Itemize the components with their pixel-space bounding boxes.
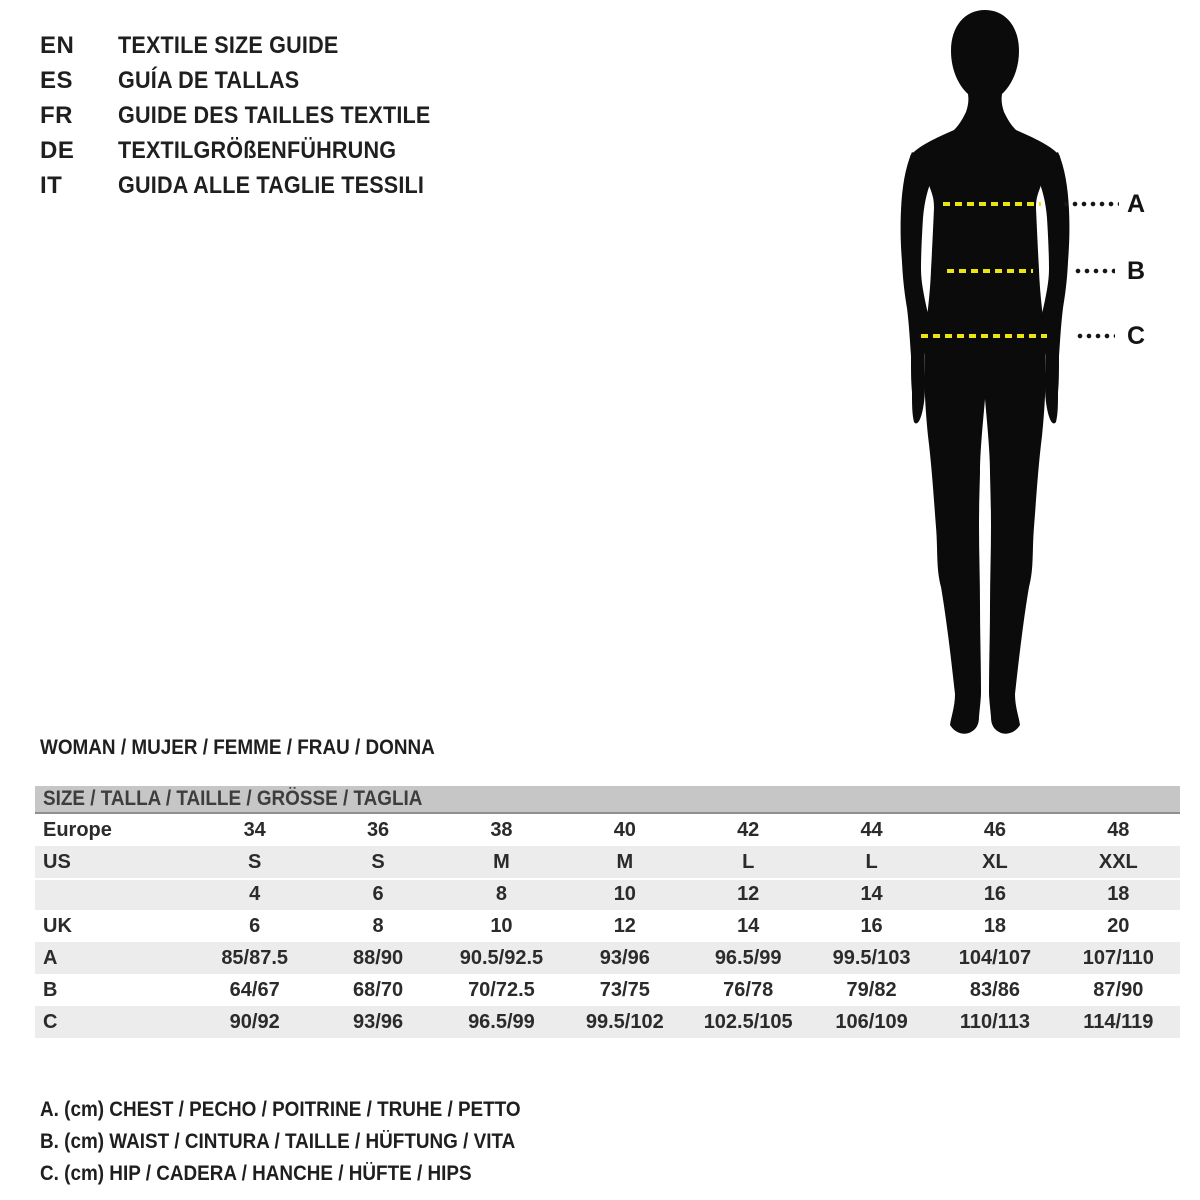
- size-cell: 90.5/92.5: [459, 946, 544, 969]
- size-cell: 44: [860, 818, 883, 841]
- size-cell: S: [248, 850, 262, 873]
- legend-item-text: B. (cm) WAIST / CINTURA / TAILLE / HÜFTUNG / VITA: [40, 1130, 516, 1153]
- size-cell: 93/96: [353, 1010, 404, 1033]
- size-cell: XL: [982, 850, 1008, 873]
- size-cell: 64/67: [229, 978, 280, 1001]
- row-label: A: [43, 946, 58, 969]
- language-title: GUIDE DES TAILLES TEXTILE: [118, 101, 431, 129]
- measure-label: B: [1127, 257, 1146, 285]
- size-cell: 102.5/105: [703, 1010, 793, 1033]
- size-cell: 96.5/99: [468, 1010, 535, 1033]
- size-cell: S: [371, 850, 385, 873]
- legend-item-text: A. (cm) CHEST / PECHO / POITRINE / TRUHE / PETTO: [40, 1098, 521, 1121]
- measure-label: A: [1127, 190, 1146, 218]
- size-cell: 93/96: [599, 946, 650, 969]
- table-row: [35, 846, 1180, 878]
- section-title-text: WOMAN / MUJER / FEMME / FRAU / DONNA: [40, 736, 435, 759]
- size-cell: 6: [249, 914, 261, 937]
- size-cell: 18: [1107, 882, 1130, 905]
- size-cell: 73/75: [599, 978, 650, 1001]
- size-cell: 4: [249, 882, 261, 905]
- size-cell: 87/90: [1093, 978, 1144, 1001]
- size-cell: 16: [860, 914, 883, 937]
- measure-dots-black: [1077, 333, 1115, 339]
- size-table-header: [35, 786, 1180, 814]
- size-cell: M: [493, 850, 510, 873]
- size-cell: 99.5/102: [585, 1010, 664, 1033]
- size-cell: 16: [983, 882, 1007, 905]
- language-title: GUÍA DE TALLAS: [118, 66, 300, 94]
- size-cell: 12: [737, 882, 760, 905]
- language-code: EN: [40, 31, 75, 59]
- table-row: [35, 878, 1180, 910]
- row-label: B: [43, 978, 58, 1001]
- size-cell: 42: [737, 818, 760, 841]
- language-title: TEXTILE SIZE GUIDE: [118, 31, 339, 59]
- size-cell: 38: [490, 818, 513, 841]
- size-cell: 46: [983, 818, 1007, 841]
- size-cell: 106/109: [835, 1010, 908, 1033]
- language-title: GUIDA ALLE TAGLIE TESSILI: [118, 171, 425, 199]
- row-label: Europe: [43, 818, 112, 841]
- row-label: US: [43, 850, 71, 873]
- table-row: [35, 974, 1180, 1006]
- silhouette-body: [910, 10, 1060, 734]
- size-cell: 107/110: [1082, 946, 1154, 969]
- woman-silhouette: [888, 6, 1088, 738]
- measure-dots-black: [1063, 201, 1119, 207]
- size-cell: 83/86: [969, 978, 1020, 1001]
- measure-dots-black: [1075, 268, 1115, 274]
- measurement-legend: [40, 1094, 574, 1190]
- measure-dash-yellow: [947, 269, 1033, 273]
- size-cell: 76/78: [723, 978, 774, 1001]
- size-cell: L: [742, 850, 755, 873]
- size-cell: 110/113: [959, 1010, 1030, 1033]
- table-row: [35, 814, 1180, 846]
- size-cell: 8: [495, 882, 507, 905]
- legend-item: [40, 1126, 574, 1158]
- size-cell: 79/82: [846, 978, 897, 1001]
- size-cell: 96.5/99: [714, 946, 782, 969]
- legend-item: [40, 1158, 574, 1190]
- size-cell: 85/87.5: [221, 946, 289, 969]
- language-code: DE: [40, 136, 75, 164]
- row-label: UK: [43, 914, 72, 937]
- language-code: IT: [40, 171, 63, 199]
- size-cell: 99.5/103: [832, 946, 911, 969]
- language-code: ES: [40, 66, 74, 94]
- size-cell: 6: [372, 882, 384, 905]
- table-row: [35, 1006, 1180, 1038]
- size-cell: 68/70: [353, 978, 404, 1001]
- legend-item-text: C. (cm) HIP / CADERA / HANCHE / HÜFTE / HIPS: [40, 1162, 472, 1185]
- measure-dash-yellow: [921, 334, 1047, 338]
- size-cell: 14: [737, 914, 760, 937]
- size-cell: 14: [860, 882, 883, 905]
- size-cell: L: [865, 850, 878, 873]
- size-cell: 36: [366, 818, 390, 841]
- language-code: FR: [40, 101, 73, 129]
- size-cell: 20: [1107, 914, 1130, 937]
- measure-dash-yellow: [943, 202, 1041, 206]
- table-row: [35, 910, 1180, 942]
- size-table: [35, 786, 1180, 1038]
- size-cell: 114/119: [1083, 1010, 1154, 1033]
- size-cell: 34: [243, 818, 266, 841]
- size-cell: XXL: [1098, 850, 1138, 873]
- size-cell: 18: [983, 914, 1007, 937]
- legend-item: [40, 1094, 574, 1126]
- size-cell: 104/107: [958, 946, 1032, 969]
- size-cell: 48: [1107, 818, 1130, 841]
- size-cell: 40: [613, 818, 636, 841]
- size-cell: 70/72.5: [468, 978, 535, 1001]
- size-cell: 10: [613, 882, 636, 905]
- size-cell: 90/92: [229, 1010, 280, 1033]
- section-title: [40, 736, 479, 760]
- size-cell: 12: [613, 914, 636, 937]
- size-cell: 10: [490, 914, 513, 937]
- size-cell: M: [616, 850, 634, 873]
- measure-label: C: [1127, 322, 1146, 350]
- language-title: TEXTILGRÖßENFÜHRUNG: [118, 136, 397, 164]
- table-row: [35, 942, 1180, 974]
- size-cell: 88/90: [353, 946, 404, 969]
- row-label: C: [43, 1010, 58, 1033]
- size-table-header-text: SIZE / TALLA / TAILLE / GRÖSSE / TAGLIA: [43, 787, 423, 810]
- size-cell: 8: [372, 914, 384, 937]
